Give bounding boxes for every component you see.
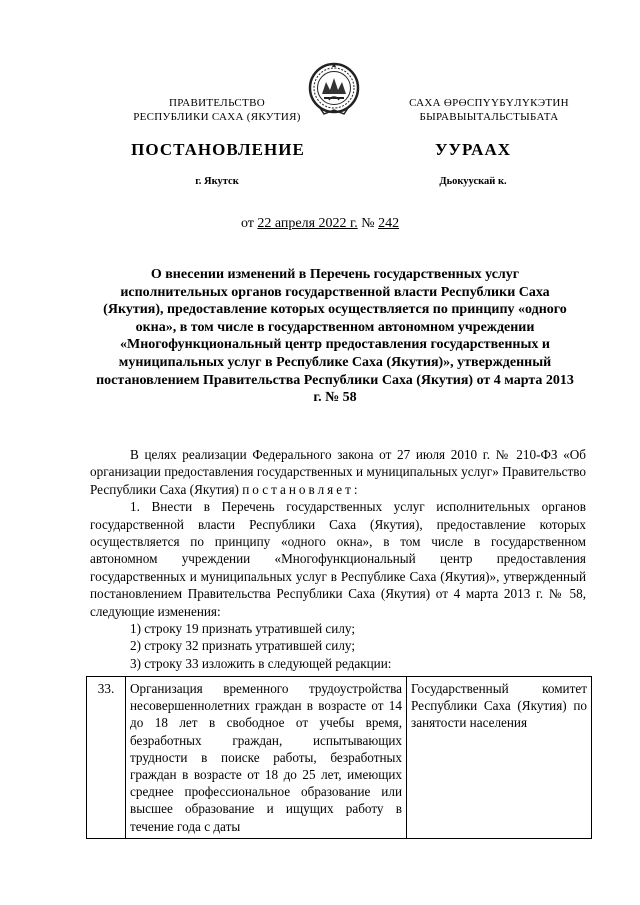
government-name-russian: [112, 96, 322, 124]
services-table: [86, 676, 592, 839]
sub-item-3: 3) строку 33 изложить в следующей редакции:: [130, 655, 392, 671]
document-body: [90, 446, 586, 672]
city-yakut: Дьокуускай к.: [439, 176, 507, 187]
city-russian: г. Якутск: [195, 176, 239, 187]
government-name-yakut: [384, 96, 594, 124]
header-right-line2: БЫРАВЫЫТАЛЬСТЫБАТА: [419, 111, 559, 123]
document-date: 22 апреля 2022 г.: [257, 216, 358, 231]
header-right-line1: САХА ӨРӨСПҮҮБҮЛҮКЭТИН: [409, 97, 569, 109]
responsible-organization: Государственный комитет Республики Саха (Якутия) по занятости населения: [407, 677, 592, 839]
header-left-line2: РЕСПУБЛИКИ САХА (ЯКУТИЯ): [133, 111, 301, 123]
coat-of-arms-icon: [308, 60, 360, 118]
document-type-russian: ПОСТАНОВЛЕНИЕ: [131, 140, 305, 159]
number-prefix: №: [357, 216, 379, 231]
intro-text: В целях реализации Федерального закона от 27 июля 2010 г. № 210-ФЗ «Об организации предоставления государственных и муниципальных услуг» Правительство Республики Саха (Якутия): [90, 447, 586, 497]
item-1: 1. Внести в Перечень государственных услуг исполнительных органов государственной власти Республики Саха (Якутия), предоставление которых осуществляется по принципу «одного окна», в том числе в государственном автономном учреждении «Многофункциональный центр предоставления государственных и муниципальных услуг в Республике Саха (Якутия)», утвержденный постановлением Правительства Республики Саха (Якутия) от 4 марта 2013 г. № 58, следующие изменения:: [90, 499, 586, 619]
service-description: Организация временного трудоустройства несовершеннолетних граждан в возрасте от 14 до 18 лет в свободное от учебы время, безработных граждан, испытывающих трудности в поиске работы, безработных граждан в возрасте от 18 до 25 лет, имеющих среднее профессиональное образование или высшее образование и ищущих работу в течение года с даты: [126, 677, 407, 839]
table-row: [87, 677, 592, 839]
document-type-yakut: УУРААХ: [435, 140, 511, 159]
row-number: 33.: [87, 677, 126, 839]
resolves-word: постановляет:: [242, 481, 361, 497]
date-and-number: [0, 216, 640, 232]
document-number: 242: [378, 216, 400, 231]
document-subject: О внесении изменений в Перечень государственных услуг исполнительных органов государственной власти Республики Саха (Якутия), предоставление которых осуществляется по принципу «одного окна», в том числе в государственном автономном учреждении «Многофункциональный центр предоставления государственных и муниципальных услуг в Республике Саха (Якутия)», утвержденный постановлением Правительства Республики Саха (Якутия) от 4 марта 2013 г. № 58: [96, 267, 574, 406]
date-prefix: от: [240, 216, 258, 231]
sub-item-2: 2) строку 32 признать утратившей силу;: [130, 638, 356, 654]
header-left-line1: ПРАВИТЕЛЬСТВО: [169, 97, 265, 109]
sub-item-1: 1) строку 19 признать утратившей силу;: [130, 621, 356, 637]
intro-paragraph: [90, 446, 586, 498]
